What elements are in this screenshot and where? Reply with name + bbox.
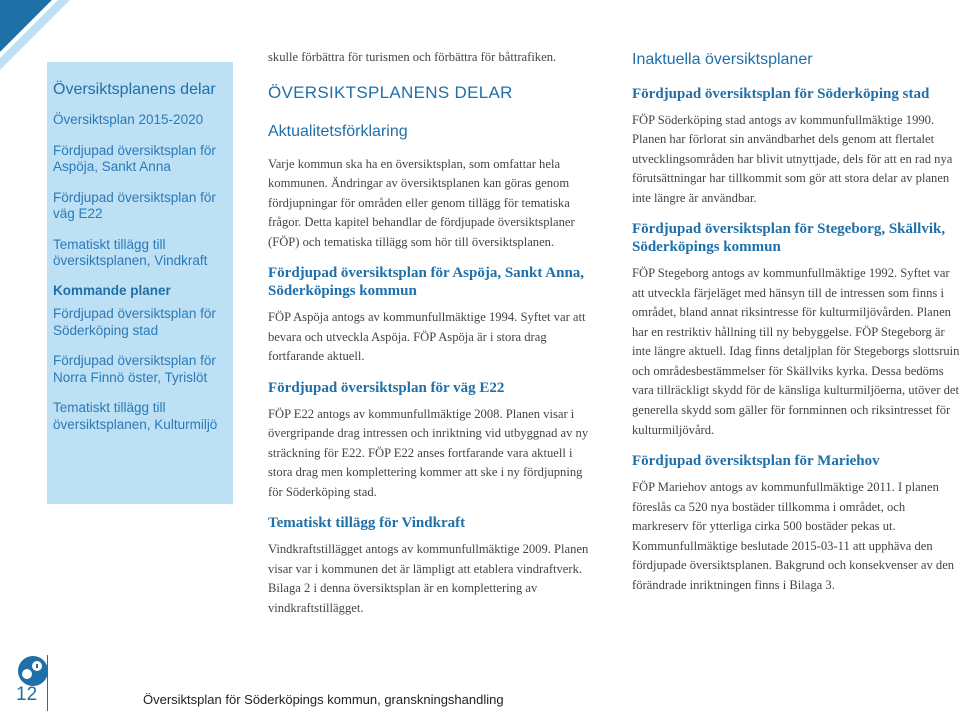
footer-text: Översiktsplan för Söderköpings kommun, granskningshandling xyxy=(143,692,504,707)
section-heading: Fördjupad översiktsplan för Stegeborg, Skällvik, Söderköpings kommun xyxy=(632,221,946,256)
section-heading: Fördjupad översiktsplan för Aspöja, Sankt Anna, Söderköpings kommun xyxy=(268,265,585,300)
section-heading: Fördjupad översiktsplan för väg E22 xyxy=(268,379,505,396)
sidebar-item: Fördjupad översiktsplan för Norra Finnö öster, Tyrislöt xyxy=(53,353,216,385)
subtitle-paragraph: Varje kommun ska ha en översiktsplan, som omfattar hela kommunen. Ändringar av översiktsplanen kan göras genom fördjupningar för områden eller genom tillägg för tematiska frågor. Detta kapitel behandlar de fördjupade översiktsplaner (FÖP) och tematiska tillägg som hör till översiktsplanen. xyxy=(268,156,575,249)
section-paragraph: FÖP Aspöja antogs av kommunfullmäktige 1994. Syftet var att bevara och utveckla Aspöja. FÖP Aspöja är i stora drag fortfarande aktuell. xyxy=(268,310,586,364)
section-title: ÖVERSIKTSPLANENS DELAR xyxy=(268,82,513,102)
subtitle: Aktualitetsförklaring xyxy=(268,122,408,140)
sidebar-plan-parts xyxy=(47,62,233,504)
section-paragraph: FÖP Mariehov antogs av kommunfullmäktige 2011. I planen föreslås ca 520 nya bostäder tillkomma i området, och markreserv för ytterliga cirka 500 bostäder pekas ut. Kommunfullmäktige beslutade 2015-03-11 att upphäva den fördjupade översiktsplanen. Bakgrund och konsekvenser av den förändrade inriktningen finns i Bilaga 3. xyxy=(632,480,955,592)
page-number: 12 xyxy=(16,684,38,705)
sidebar-item: Översiktsplan 2015-2020 xyxy=(53,112,204,128)
section-heading: Fördjupad översiktsplan för Mariehov xyxy=(632,453,880,470)
section-paragraph: Vindkraftstillägget antogs av kommunfullmäktige 2009. Planen visar var i kommunen det är lämpligt att etablera vindraftverk. Bilaga 2 i denna översiktsplan är en komplettering av vindkraftstillägget. xyxy=(268,542,589,615)
sidebar-item: Tematiskt tillägg till översiktsplanen, Vindkraft xyxy=(53,236,208,268)
section-paragraph: FÖP Söderköping stad antogs av kommunfullmäktige 1990. Planen har förlorat sin användbarhet dels genom att flertalet utvecklingsområden har blivit utnyttjade, dels för att en rad nya förutsättningar har tillkommit som gör att stora delar av planen inte längre är användbar. xyxy=(632,112,953,205)
intro-paragraph: skulle förbättra för turismen och förbättra för båttrafiken. xyxy=(268,50,557,64)
section-heading: Fördjupad översiktsplan för Söderköping stad xyxy=(632,85,930,102)
left-text-column xyxy=(268,48,598,622)
sidebar-item: Fördjupad översiktsplan för väg E22 xyxy=(53,189,216,222)
sidebar-item: Tematiskt tillägg till översiktsplanen, Kulturmiljö xyxy=(53,400,218,432)
sidebar-item: Fördjupad översiktsplan för Aspöja, Sankt Anna xyxy=(53,142,216,175)
info-badge-icon xyxy=(16,654,50,688)
sidebar-upcoming-heading: Kommande planer xyxy=(53,283,171,299)
section-paragraph: FÖP Stegeborg antogs av kommunfullmäktige 1992. Syftet var att utveckla färjeläget med hänsyn till de intressen som finns i området, bland annat riksintresse för kulturmiljövården. Planen har en restriktiv hållning till ny bebyggelse. FÖP Stegeborg är inte längre aktuell. Idag finns detaljplan för Stegeborgs slottsruin och områdesbestämmelser för Skällviks kyrka. Dessa bedöms vara tillräckligt skydd för de känsliga kulturmiljöerna, utöver det generella skydd som gäller för fornminnen och riksintresset för kulturmiljövård. xyxy=(632,266,960,437)
sidebar-title: Översiktsplanens delar xyxy=(53,81,216,98)
sidebar-item: Fördjupad översiktsplan för Söderköping stad xyxy=(53,306,216,338)
section-paragraph: FÖP E22 antogs av kommunfullmäktige 2008. Planen visar i övergripande drag intressen och inriktning vid utbyggnad av ny sträckning för E22. FÖP E22 anses fortfarande vara aktuell i stora drag men komplettering kommer att ske i ny fördjupning för Söderköping stad. xyxy=(268,406,589,499)
section-heading: Tematiskt tillägg för Vindkraft xyxy=(268,515,466,532)
page-divider xyxy=(47,655,48,711)
inactive-plans-title: Inaktuella översiktsplaner xyxy=(632,51,813,68)
right-text-column xyxy=(632,48,960,599)
